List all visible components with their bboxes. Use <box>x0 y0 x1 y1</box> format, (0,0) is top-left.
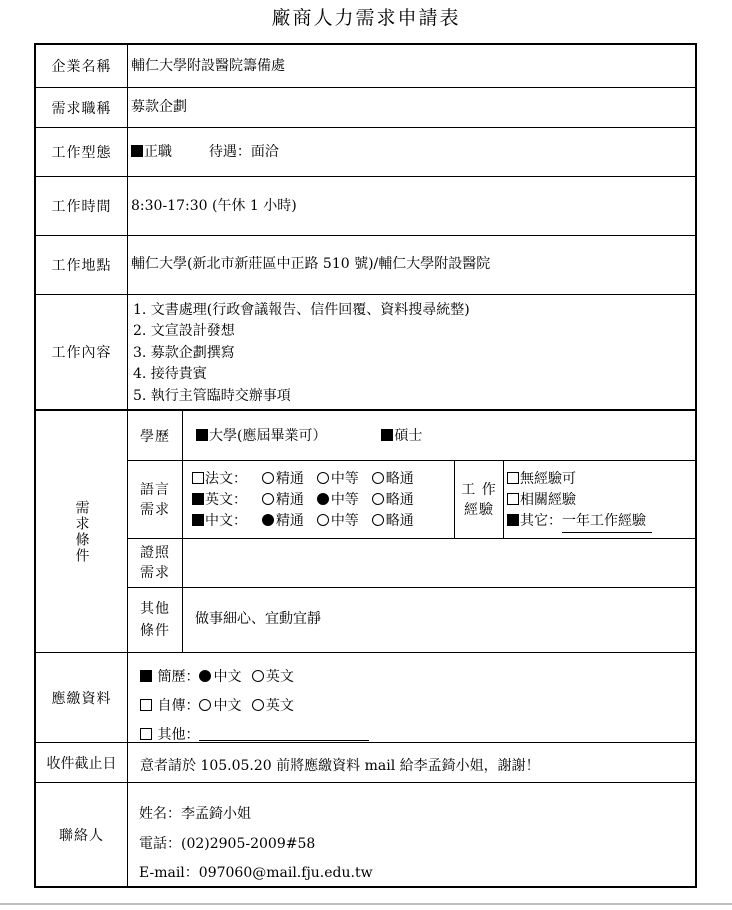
col-divider <box>503 460 504 538</box>
deadline-value: 意者請於 105.05.20 前將應繳資料 mail 給李孟錡小姐，謝謝！ <box>140 758 540 774</box>
row-divider <box>127 460 697 461</box>
contact-phone: 電話：(02)2905-2009#58 <box>139 835 316 852</box>
position-label: 需求職稱 <box>51 100 112 117</box>
education-options: 大學(應屆畢業可） 碩士 <box>196 428 422 444</box>
language-row-english: 英文： 精通 中等 略通 <box>192 490 414 511</box>
language-rows <box>192 469 414 532</box>
chinese-radio-medium[interactable] <box>317 514 329 526</box>
language-row-chinese: 中文： 精通 中等 略通 <box>192 511 414 532</box>
submit-docs-options: 簡歷： 中文 英文 自傳： 中文 英文 其他： <box>140 663 369 750</box>
salary-value: 面洽 <box>250 144 279 160</box>
contact-info <box>139 800 373 889</box>
form-title: 廠商人力需求申請表 <box>271 7 461 29</box>
french-checkbox[interactable] <box>192 472 204 484</box>
content-list <box>133 300 470 407</box>
experience-checkbox-none[interactable] <box>507 472 519 484</box>
submit-docs-label: 應繳資料 <box>51 690 112 707</box>
job-type-value: 正職 <box>144 144 172 160</box>
other-doc-blank[interactable] <box>199 726 369 741</box>
work-hours-label: 工作時間 <box>51 199 112 215</box>
resume-checkbox[interactable] <box>140 670 152 682</box>
row-divider <box>34 782 697 783</box>
content-item: 1. 文書處理(行政會議報告、信件回覆、資料搜尋統整) <box>133 302 470 318</box>
content-item: 3. 募款企劃撰寫 <box>133 344 235 361</box>
chinese-radio-fluent[interactable] <box>262 514 274 526</box>
row-divider <box>34 87 697 88</box>
english-checkbox[interactable] <box>192 493 204 505</box>
resume-radio-chinese[interactable] <box>199 670 211 682</box>
company-label: 企業名稱 <box>51 59 112 75</box>
chinese-radio-basic[interactable] <box>372 514 384 526</box>
row-divider <box>127 587 697 588</box>
salary-label: 待遇： <box>208 144 251 160</box>
education-label: 學歷 <box>140 428 170 445</box>
company-value: 輔仁大學附設醫院籌備處 <box>131 58 285 74</box>
content-label: 工作內容 <box>51 345 112 361</box>
english-radio-basic[interactable] <box>372 493 384 505</box>
row-divider <box>34 176 697 177</box>
location-label: 工作地點 <box>51 258 112 274</box>
content-item: 5. 執行主管臨時交辦事項 <box>133 387 291 404</box>
language-row-french: 法文： 精通 中等 略通 <box>192 469 414 490</box>
education-checkbox-master[interactable] <box>381 429 393 441</box>
experience-other-value: 一年工作經驗 <box>562 511 652 533</box>
position-value: 募款企劃 <box>131 99 187 115</box>
contact-label: 聯絡人 <box>59 827 104 844</box>
english-radio-medium[interactable] <box>317 493 329 505</box>
job-type-checkbox[interactable] <box>131 145 143 157</box>
other-conditions-value: 做事細心、宜動宜靜 <box>195 611 321 627</box>
col-divider <box>182 410 183 652</box>
experience-checkbox-other[interactable] <box>507 514 519 526</box>
row-divider <box>34 127 697 128</box>
contact-name: 姓名：李孟錡小姐 <box>139 806 251 822</box>
contact-email[interactable]: E-mail：097060@mail.fju.edu.tw <box>139 865 373 881</box>
autobio-radio-english[interactable] <box>252 699 264 711</box>
education-checkbox-bachelor[interactable] <box>196 429 208 441</box>
resume-radio-english[interactable] <box>252 670 264 682</box>
experience-options: 無經驗可 相關經驗 其它：一年工作經驗 <box>507 469 652 533</box>
other-doc-checkbox[interactable] <box>140 728 152 740</box>
row-divider <box>34 294 697 295</box>
row-divider <box>127 538 697 539</box>
requirements-label: 需求條件 <box>73 499 90 564</box>
content-item: 4. 接待貴賓 <box>133 366 207 383</box>
other-conditions-label: 其他 條件 <box>140 601 170 639</box>
experience-checkbox-related[interactable] <box>507 493 519 505</box>
row-divider <box>34 652 697 653</box>
deadline-label: 收件截止日 <box>46 755 117 772</box>
language-label: 語言 需求 <box>140 481 170 518</box>
autobio-radio-chinese[interactable] <box>199 699 211 711</box>
license-label: 證照 需求 <box>140 545 170 581</box>
job-type-label: 工作型態 <box>51 145 112 161</box>
french-radio-medium[interactable] <box>317 472 329 484</box>
autobio-checkbox[interactable] <box>140 699 152 711</box>
job-type-row <box>131 144 279 160</box>
french-radio-basic[interactable] <box>372 472 384 484</box>
work-hours-value: 8:30-17:30 (午休 1 小時) <box>131 198 297 214</box>
location-value: 輔仁大學(新北市新莊區中正路 510 號)/輔仁大學附設醫院 <box>131 256 491 272</box>
english-radio-fluent[interactable] <box>262 493 274 505</box>
page-bottom-rule <box>0 903 732 905</box>
french-radio-fluent[interactable] <box>262 472 274 484</box>
chinese-checkbox[interactable] <box>192 514 204 526</box>
experience-label: 工 作 經驗 <box>461 481 497 518</box>
row-divider <box>34 235 697 236</box>
content-item: 2. 文宣設計發想 <box>133 323 235 340</box>
